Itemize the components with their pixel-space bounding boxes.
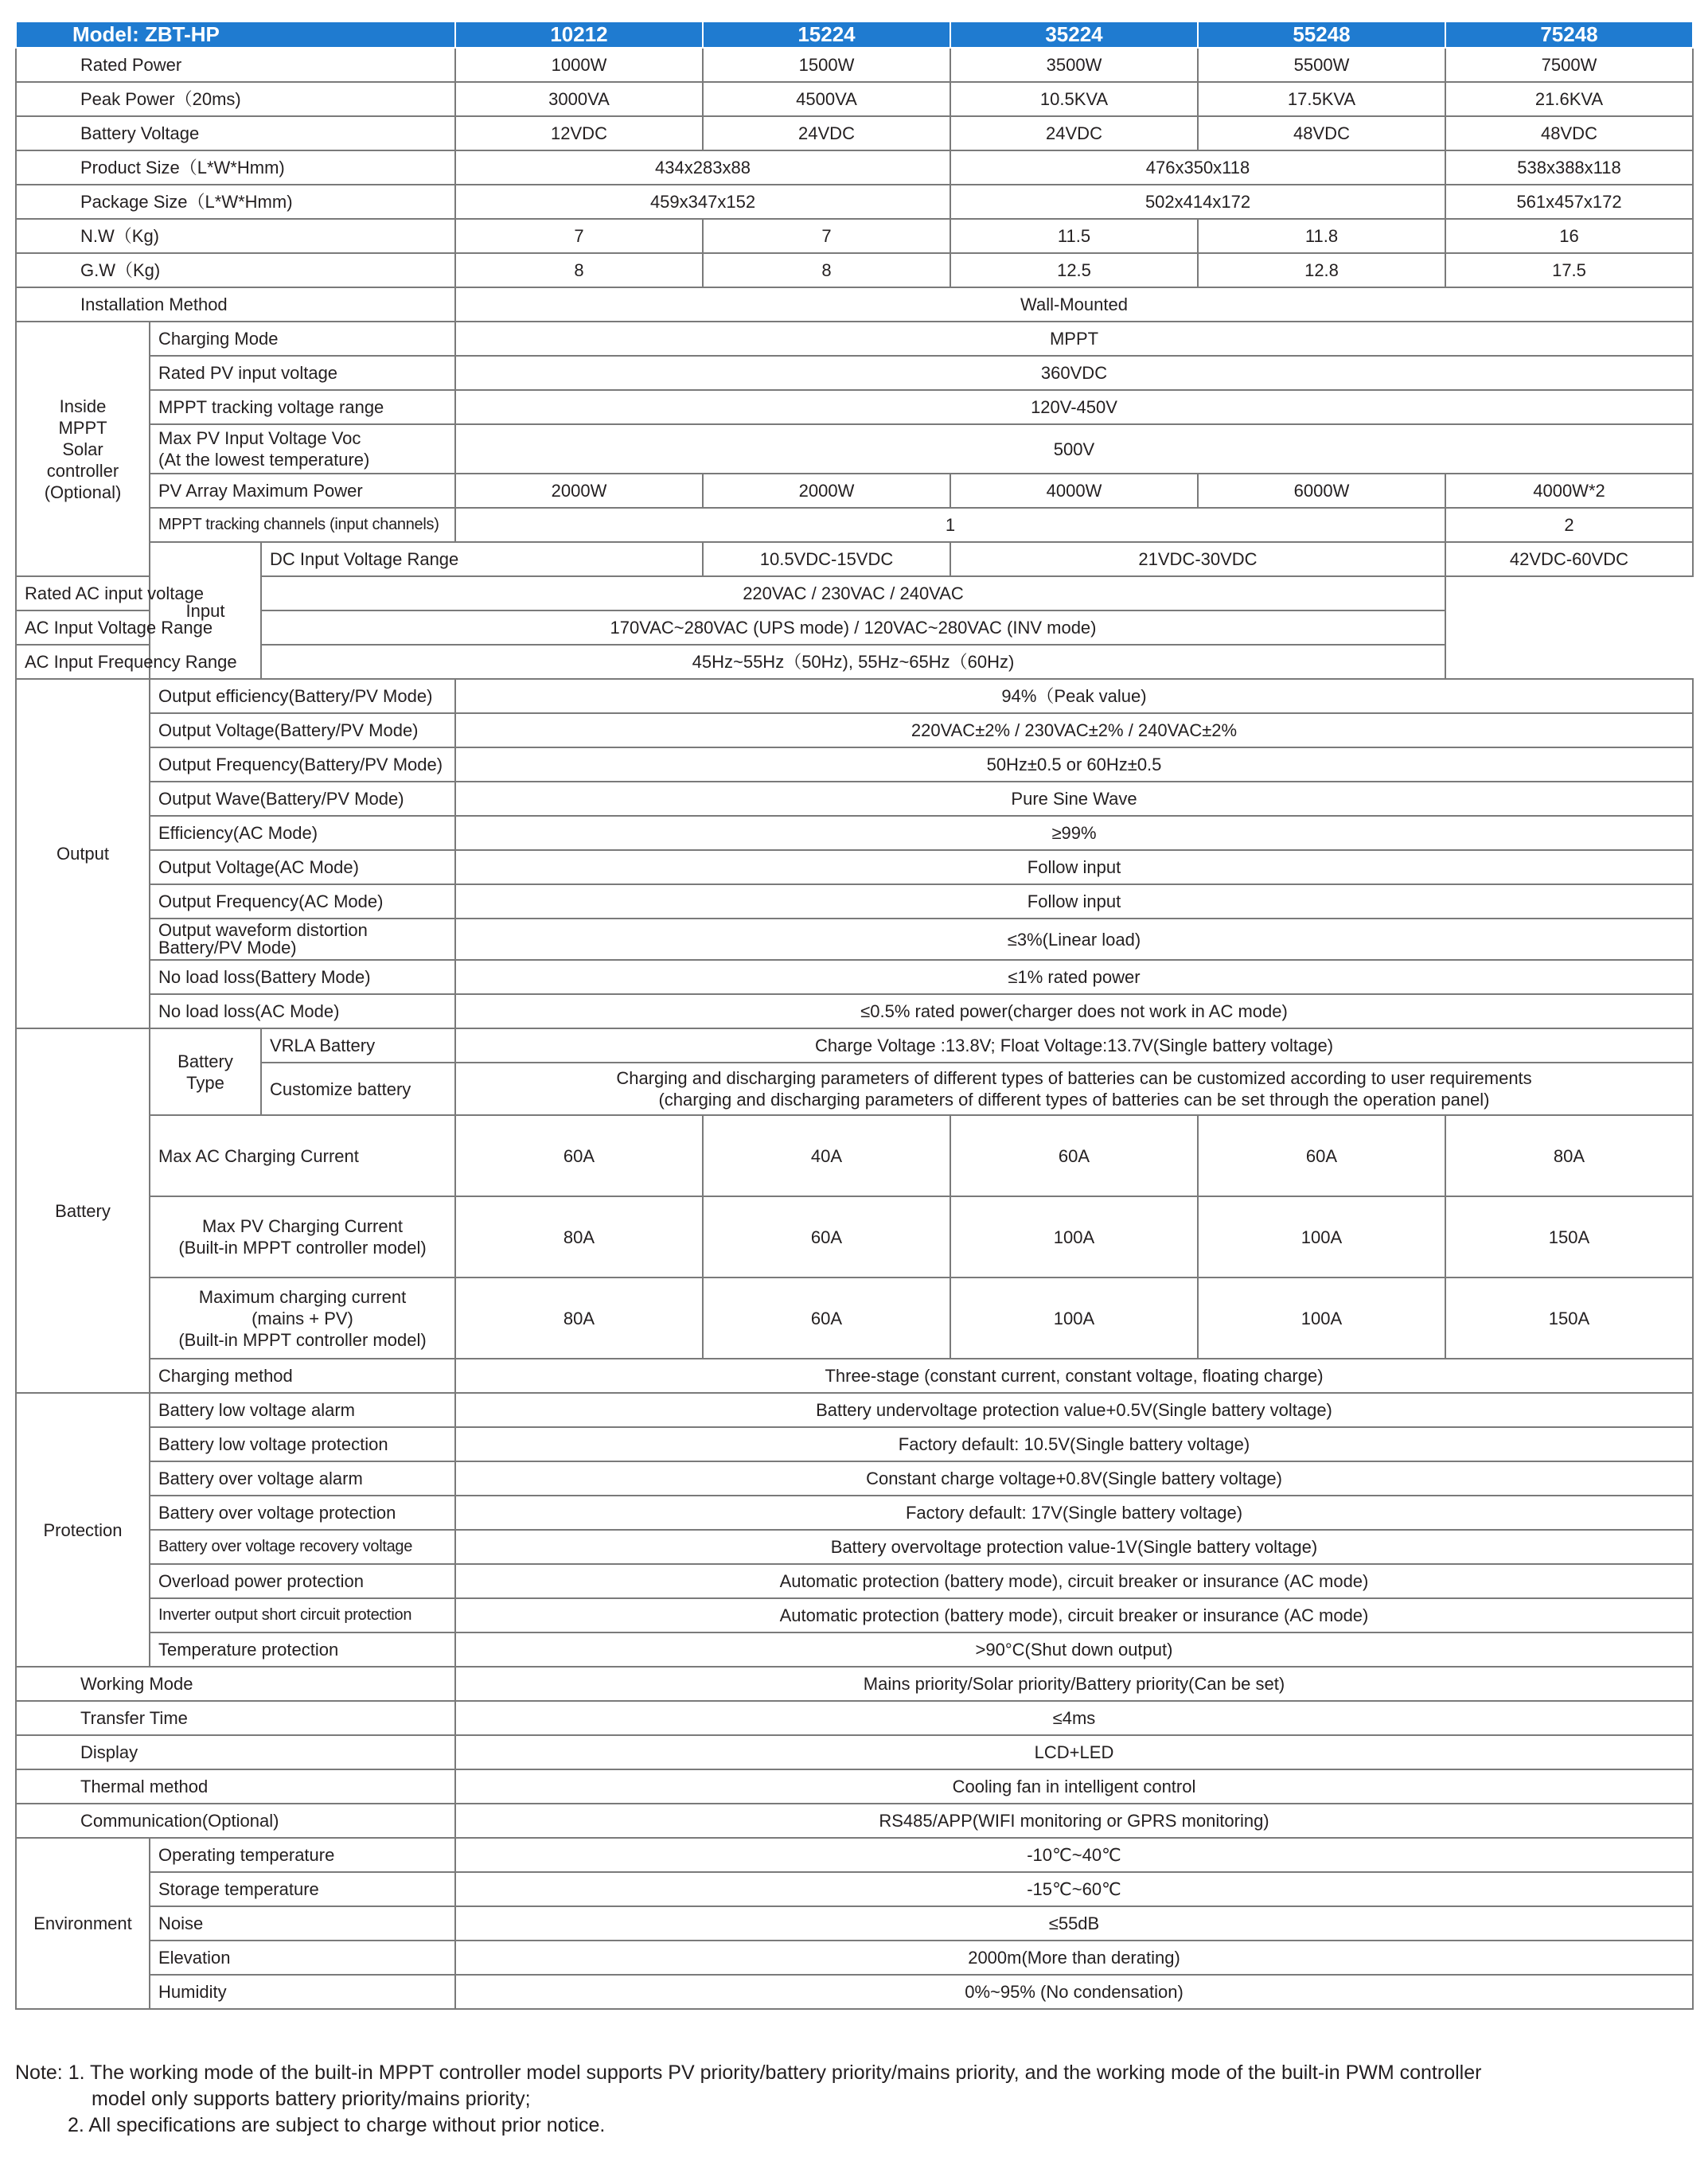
cell-value: 42VDC-60VDC	[1445, 542, 1693, 576]
cell-value: 120V-450V	[455, 390, 1693, 424]
battery-type-line: Battery	[177, 1051, 233, 1071]
row-label	[150, 919, 455, 960]
category-input: Input	[150, 542, 261, 679]
cell-value: 150A	[1445, 1196, 1693, 1277]
table-row	[16, 1063, 1693, 1115]
table-row	[16, 82, 1693, 116]
cell-value: 80A	[455, 1277, 703, 1359]
cell-value: 12.8	[1198, 253, 1445, 287]
cell-value: 150A	[1445, 1277, 1693, 1359]
row-label: Output Wave(Battery/PV Mode)	[150, 782, 455, 816]
table-row	[16, 747, 1693, 782]
model-label: Model: ZBT-HP	[16, 21, 455, 48]
cell-value: Cooling fan in intelligent control	[455, 1769, 1693, 1804]
cell-value: 7	[455, 219, 703, 253]
cell-value: 80A	[1445, 1115, 1693, 1196]
row-label: Temperature protection	[150, 1632, 455, 1667]
cell-value: Automatic protection (battery mode), circuit breaker or insurance (AC mode)	[455, 1598, 1693, 1632]
cell-value: 45Hz~55Hz（50Hz), 55Hz~65Hz（60Hz)	[261, 645, 1445, 679]
row-label-line: (Built-in MPPT controller model)	[178, 1238, 427, 1258]
category-environment: Environment	[16, 1838, 150, 2009]
cell-value: ≤1% rated power	[455, 960, 1693, 994]
row-label: Overload power protection	[150, 1564, 455, 1598]
cell-value: 60A	[703, 1196, 950, 1277]
cell-value: 5500W	[1198, 48, 1445, 82]
category-line: MPPT	[58, 417, 107, 438]
row-label: No load loss(AC Mode)	[150, 994, 455, 1028]
cell-value: 170VAC~280VAC (UPS mode) / 120VAC~280VAC (INV mode)	[261, 610, 1445, 645]
cell-value: 1500W	[703, 48, 950, 82]
row-label: Rated AC input voltage	[16, 576, 261, 610]
cell-value: 561x457x172	[1445, 185, 1693, 219]
row-label: Inverter output short circuit protection	[150, 1598, 455, 1632]
cell-value: 94%（Peak value)	[455, 679, 1693, 713]
table-row	[16, 1804, 1693, 1838]
cell-value: RS485/APP(WIFI monitoring or GPRS monitoring)	[455, 1804, 1693, 1838]
table-row	[16, 287, 1693, 322]
cell-value: ≥99%	[455, 816, 1693, 850]
battery-type-line: Type	[186, 1072, 224, 1093]
row-label: PV Array Maximum Power	[150, 474, 455, 508]
row-label-line: Battery/PV Mode)	[158, 938, 297, 958]
row-label	[150, 1277, 455, 1359]
row-label: Package Size（L*W*Hmm)	[16, 185, 455, 219]
cell-value: 1	[455, 508, 1445, 542]
table-row	[16, 508, 1693, 542]
category-solar-controller	[16, 322, 150, 576]
table-row	[16, 1277, 1693, 1359]
table-row	[16, 1735, 1693, 1769]
table-row	[16, 1975, 1693, 2009]
cell-value: 24VDC	[950, 116, 1198, 150]
table-row	[16, 1632, 1693, 1667]
cell-value: ≤3%(Linear load)	[455, 919, 1693, 960]
cell-value: Charge Voltage :13.8V; Float Voltage:13.7V(Single battery voltage)	[455, 1028, 1693, 1063]
model-header-10212: 10212	[455, 21, 703, 48]
table-row	[16, 1461, 1693, 1496]
table-row	[16, 1701, 1693, 1735]
table-row	[16, 1872, 1693, 1906]
row-label: Battery low voltage protection	[150, 1427, 455, 1461]
cell-value: 80A	[455, 1196, 703, 1277]
row-label-line: Max PV Input Voltage Voc	[158, 428, 361, 448]
cell-value: 10.5VDC-15VDC	[703, 542, 950, 576]
row-label: Rated Power	[16, 48, 455, 82]
table-row	[16, 994, 1693, 1028]
table-row	[16, 1115, 1693, 1196]
cell-value: Wall-Mounted	[455, 287, 1693, 322]
cell-value: 8	[703, 253, 950, 287]
cell-value: Battery overvoltage protection value-1V(Single battery voltage)	[455, 1530, 1693, 1564]
cell-value: 3500W	[950, 48, 1198, 82]
cell-value: 60A	[703, 1277, 950, 1359]
cell-value: 3000VA	[455, 82, 703, 116]
cell-value: Factory default: 17V(Single battery voltage)	[455, 1496, 1693, 1530]
row-label-line: (At the lowest temperature)	[158, 450, 370, 470]
table-row	[16, 610, 1693, 645]
category-line: Inside	[59, 396, 107, 416]
table-row	[16, 1196, 1693, 1277]
cell-value: 100A	[950, 1196, 1198, 1277]
cell-value: 100A	[1198, 1196, 1445, 1277]
cell-value: 11.8	[1198, 219, 1445, 253]
row-label-line: Maximum charging current	[198, 1286, 407, 1307]
row-label: Peak Power（20ms)	[16, 82, 455, 116]
row-label: Rated PV input voltage	[150, 356, 455, 390]
row-label: No load loss(Battery Mode)	[150, 960, 455, 994]
cell-value: ≤0.5% rated power(charger does not work in AC mode)	[455, 994, 1693, 1028]
table-row	[16, 713, 1693, 747]
cell-value: 100A	[950, 1277, 1198, 1359]
cell-value: 24VDC	[703, 116, 950, 150]
row-label: Battery over voltage alarm	[150, 1461, 455, 1496]
row-label: Working Mode	[16, 1667, 455, 1701]
table-row	[16, 253, 1693, 287]
cell-value: 459x347x152	[455, 185, 950, 219]
table-row	[16, 542, 1693, 576]
row-label: Max AC Charging Current	[150, 1115, 455, 1196]
model-header-35224: 35224	[950, 21, 1198, 48]
cell-value: 17.5	[1445, 253, 1693, 287]
table-row	[16, 850, 1693, 884]
note-line-1-continued: model only supports battery priority/mains priority;	[92, 2088, 531, 2110]
cell-value: Three-stage (constant current, constant voltage, floating charge)	[455, 1359, 1693, 1393]
cell-value: 40A	[703, 1115, 950, 1196]
table-row	[16, 219, 1693, 253]
row-label: MPPT tracking voltage range	[150, 390, 455, 424]
table-row	[16, 1906, 1693, 1941]
category-line: (Optional)	[44, 482, 122, 502]
cell-value: 4000W	[950, 474, 1198, 508]
table-row	[16, 1427, 1693, 1461]
row-label: Charging method	[150, 1359, 455, 1393]
table-row	[16, 1598, 1693, 1632]
model-header-75248: 75248	[1445, 21, 1693, 48]
cell-value: 12.5	[950, 253, 1198, 287]
table-row	[16, 356, 1693, 390]
cell-value: 502x414x172	[950, 185, 1445, 219]
cell-value: 11.5	[950, 219, 1198, 253]
table-row	[16, 679, 1693, 713]
cell-value: ≤4ms	[455, 1701, 1693, 1735]
row-label	[150, 1196, 455, 1277]
row-label: Output Frequency(Battery/PV Mode)	[150, 747, 455, 782]
cell-value: 17.5KVA	[1198, 82, 1445, 116]
cell-value: 360VDC	[455, 356, 1693, 390]
table-row	[16, 1667, 1693, 1701]
table-row	[16, 1769, 1693, 1804]
row-label-line: (mains + PV)	[252, 1308, 353, 1328]
category-output: Output	[16, 679, 150, 1028]
cell-value: Constant charge voltage+0.8V(Single battery voltage)	[455, 1461, 1693, 1496]
cell-value: Automatic protection (battery mode), circuit breaker or insurance (AC mode)	[455, 1564, 1693, 1598]
cell-value: 2000W	[703, 474, 950, 508]
cell-value: 48VDC	[1198, 116, 1445, 150]
table-row	[16, 645, 1693, 679]
row-label: Output Voltage(AC Mode)	[150, 850, 455, 884]
category-line: controller	[46, 460, 119, 481]
cell-value: 10.5KVA	[950, 82, 1198, 116]
cell-value: 0%~95% (No condensation)	[455, 1975, 1693, 2009]
table-row	[16, 1496, 1693, 1530]
model-header-55248: 55248	[1198, 21, 1445, 48]
cell-value: 500V	[455, 424, 1693, 474]
row-label: Output efficiency(Battery/PV Mode)	[150, 679, 455, 713]
row-label: Output Voltage(Battery/PV Mode)	[150, 713, 455, 747]
cell-value-line: (charging and discharging parameters of different types of batteries can be set through the operation panel)	[658, 1090, 1490, 1110]
note-line-1: Note: 1. The working mode of the built-in MPPT controller model supports PV priority/battery priority/mains priority, and the working mode of the built-in PWM controller	[15, 2062, 1482, 2084]
row-label: Battery Voltage	[16, 116, 455, 150]
table-row	[16, 816, 1693, 850]
cell-value: 4000W*2	[1445, 474, 1693, 508]
cell-value: Battery undervoltage protection value+0.5V(Single battery voltage)	[455, 1393, 1693, 1427]
category-line: Solar	[62, 439, 103, 459]
cell-value: 2000W	[455, 474, 703, 508]
cell-value: ≤55dB	[455, 1906, 1693, 1941]
cell-value: 100A	[1198, 1277, 1445, 1359]
cell-value: LCD+LED	[455, 1735, 1693, 1769]
table-row	[16, 474, 1693, 508]
cell-value: Mains priority/Solar priority/Battery priority(Can be set)	[455, 1667, 1693, 1701]
model-header-15224: 15224	[703, 21, 950, 48]
cell-value: 60A	[455, 1115, 703, 1196]
row-label: Battery over voltage protection	[150, 1496, 455, 1530]
row-label: Storage temperature	[150, 1872, 455, 1906]
cell-value: 48VDC	[1445, 116, 1693, 150]
row-label: MPPT tracking channels (input channels)	[150, 508, 455, 542]
cell-value: 4500VA	[703, 82, 950, 116]
row-label: Battery over voltage recovery voltage	[150, 1530, 455, 1564]
cell-value: 21.6KVA	[1445, 82, 1693, 116]
row-label: Charging Mode	[150, 322, 455, 356]
cell-value: Follow input	[455, 850, 1693, 884]
cell-value: Factory default: 10.5V(Single battery voltage)	[455, 1427, 1693, 1461]
row-label: Noise	[150, 1906, 455, 1941]
table-row	[16, 782, 1693, 816]
row-label: Thermal method	[16, 1769, 455, 1804]
table-row	[16, 1530, 1693, 1564]
row-label: AC Input Voltage Range	[16, 610, 261, 645]
cell-value: 2	[1445, 508, 1693, 542]
cell-value: -15℃~60℃	[455, 1872, 1693, 1906]
cell-value: 7500W	[1445, 48, 1693, 82]
table-row	[16, 150, 1693, 185]
table-row	[16, 884, 1693, 919]
table-row	[16, 48, 1693, 82]
cell-value: 538x388x118	[1445, 150, 1693, 185]
row-label: Efficiency(AC Mode)	[150, 816, 455, 850]
row-label: Output Frequency(AC Mode)	[150, 884, 455, 919]
cell-value: -10℃~40℃	[455, 1838, 1693, 1872]
cell-value: 476x350x118	[950, 150, 1445, 185]
cell-value: MPPT	[455, 322, 1693, 356]
category-protection: Protection	[16, 1393, 150, 1667]
table-row	[16, 185, 1693, 219]
row-label: AC Input Frequency Range	[16, 645, 261, 679]
cell-value: 2000m(More than derating)	[455, 1941, 1693, 1975]
row-label: Operating temperature	[150, 1838, 455, 1872]
cell-value: 220VAC / 230VAC / 240VAC	[261, 576, 1445, 610]
table-row	[16, 1359, 1693, 1393]
table-row	[16, 116, 1693, 150]
row-label: Customize battery	[261, 1063, 455, 1115]
row-label: G.W（Kg)	[16, 253, 455, 287]
battery-type-label	[150, 1028, 261, 1115]
row-label: Installation Method	[16, 287, 455, 322]
row-label: Product Size（L*W*Hmm)	[16, 150, 455, 185]
note-line-2: 2. All specifications are subject to charge without prior notice.	[68, 2114, 606, 2136]
cell-value: 6000W	[1198, 474, 1445, 508]
spec-table	[15, 21, 1694, 2010]
cell-value: 16	[1445, 219, 1693, 253]
row-label-line: (Built-in MPPT controller model)	[178, 1329, 427, 1350]
row-label: N.W（Kg)	[16, 219, 455, 253]
table-row	[16, 1941, 1693, 1975]
table-row	[16, 1393, 1693, 1427]
table-row	[16, 424, 1693, 474]
footnotes	[15, 2060, 1687, 2139]
category-battery: Battery	[16, 1028, 150, 1393]
table-row	[16, 1564, 1693, 1598]
row-label: Humidity	[150, 1975, 455, 2009]
row-label: DC Input Voltage Range	[261, 542, 703, 576]
table-row	[16, 960, 1693, 994]
cell-value: 8	[455, 253, 703, 287]
cell-value: 7	[703, 219, 950, 253]
row-label: Communication(Optional)	[16, 1804, 455, 1838]
table-row	[16, 1028, 1693, 1063]
table-row	[16, 390, 1693, 424]
cell-value-line: Charging and discharging parameters of different types of batteries can be customized according to user requirements	[616, 1068, 1532, 1088]
cell-value: Follow input	[455, 884, 1693, 919]
spec-table-container	[15, 21, 1692, 2010]
cell-value: >90°C(Shut down output)	[455, 1632, 1693, 1667]
cell-value: 434x283x88	[455, 150, 950, 185]
row-label: Display	[16, 1735, 455, 1769]
table-row	[16, 322, 1693, 356]
row-label	[150, 424, 455, 474]
row-label: Battery low voltage alarm	[150, 1393, 455, 1427]
header-row	[16, 21, 1693, 48]
table-row	[16, 1838, 1693, 1872]
cell-value: 50Hz±0.5 or 60Hz±0.5	[455, 747, 1693, 782]
table-row	[16, 919, 1693, 960]
cell-value: Pure Sine Wave	[455, 782, 1693, 816]
cell-value: 12VDC	[455, 116, 703, 150]
cell-value: 21VDC-30VDC	[950, 542, 1445, 576]
cell-value: 60A	[950, 1115, 1198, 1196]
row-label-line: Max PV Charging Current	[202, 1216, 403, 1236]
table-row	[16, 576, 1693, 610]
cell-value	[455, 1063, 1693, 1115]
cell-value: 60A	[1198, 1115, 1445, 1196]
row-label: Elevation	[150, 1941, 455, 1975]
row-label-line: Output waveform distortion	[158, 920, 368, 940]
row-label: VRLA Battery	[261, 1028, 455, 1063]
row-label: Transfer Time	[16, 1701, 455, 1735]
cell-value: 1000W	[455, 48, 703, 82]
cell-value: 220VAC±2% / 230VAC±2% / 240VAC±2%	[455, 713, 1693, 747]
